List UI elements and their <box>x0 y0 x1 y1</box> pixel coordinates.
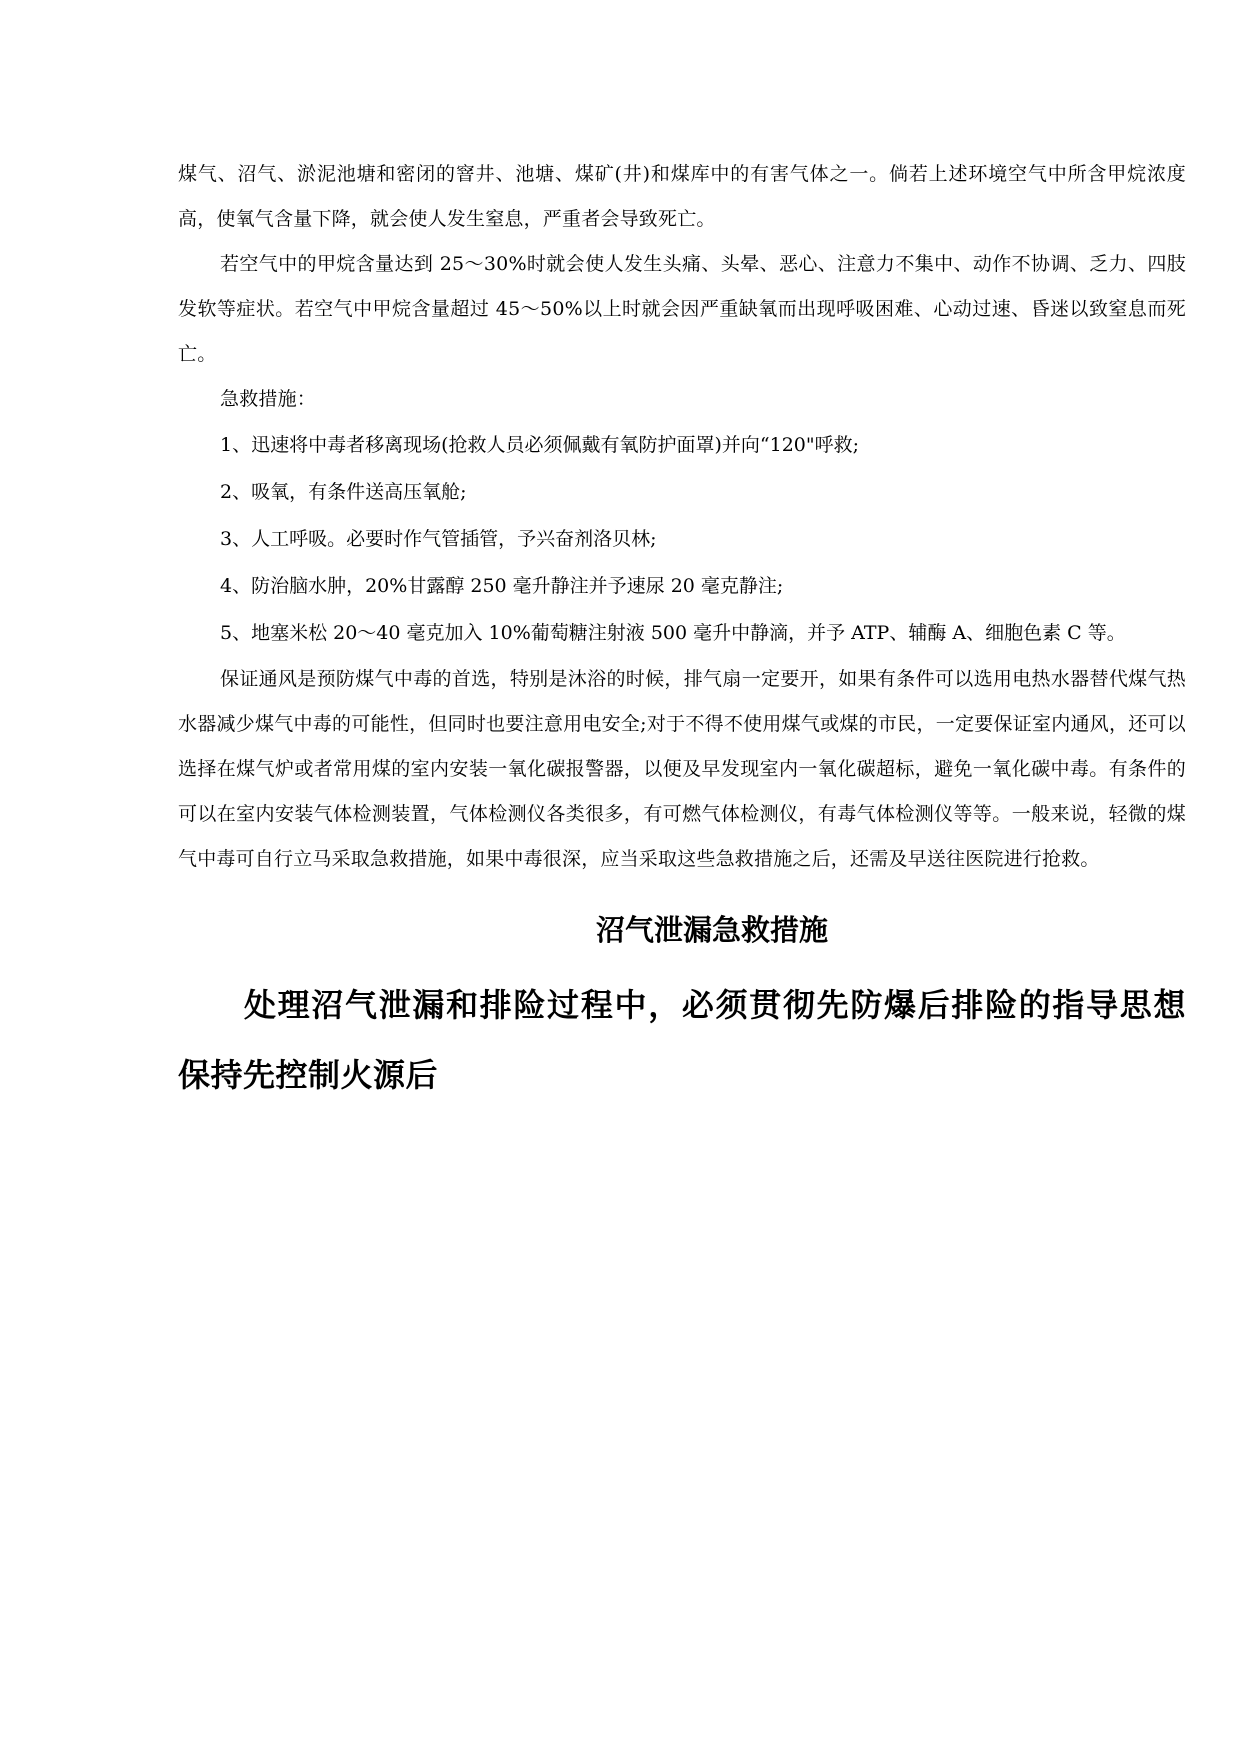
section-heading: 沼气泄漏急救措施 <box>595 913 828 947</box>
paragraph-methane-symptoms: 若空气中的甲烷含量达到 25～30%时就会使人发生头痛、头晕、恶心、注意力不集中、动作不协调、乏力、四肢发软等症状。若空气中甲烷含量超过 45～50%以上时就会因严重缺氧而出现呼吸困难、心动过速、昏迷以致窒息而死亡。 <box>178 253 1186 365</box>
list-item: 4、防治脑水肿，20%甘露醇 250 毫升静注并予速尿 20 毫克静注; <box>220 575 784 597</box>
paragraph-methane-sources: 煤气、沼气、淤泥池塘和密闭的窨井、池塘、煤矿(井)和煤库中的有害气体之一。倘若上述环境空气中所含甲烷浓度高，使氧气含量下降，就会使人发生窒息，严重者会导致死亡。 <box>178 163 1186 230</box>
paragraph-ventilation: 保证通风是预防煤气中毒的首选，特别是沐浴的时候，排气扇一定要开，如果有条件可以选用电热水器替代煤气热水器减少煤气中毒的可能性，但同时也要注意用电安全;对于不得不使用煤气或煤的市民，一定要保证室内通风，还可以选择在煤气炉或者常用煤的室内安装一氧化碳报警器，以便及早发现室内一氧化碳超标，避免一氧化碳中毒。有条件的可以在室内安装气体检测装置，气体检测仪各类很多，有可燃气体检测仪，有毒气体检测仪等等。一般来说，轻微的煤气中毒可自行立马采取急救措施，如果中毒很深，应当采取这些急救措施之后，还需及早送往医院进行抢救。 <box>178 668 1186 870</box>
list-item: 5、地塞米松 20～40 毫克加入 10%葡萄糖注射液 500 毫升中静滴，并予 ATP、辅酶 A、细胞色素 C 等。 <box>220 622 1126 644</box>
document-body <box>178 152 1186 1110</box>
first-aid-label: 急救措施： <box>220 388 317 410</box>
list-item: 1、迅速将中毒者移离现场(抢救人员必须佩戴有氧防护面罩)并向“120"呼救; <box>220 434 860 456</box>
bold-paragraph: 处理沼气泄漏和排险过程中，必须贯彻先防爆后排险的指导思想保持先控制火源后 <box>178 986 1186 1094</box>
list-item: 3、人工呼吸。必要时作气管插管，予兴奋剂洛贝林; <box>220 528 657 550</box>
list-item: 2、吸氧，有条件送高压氧舱; <box>220 481 467 503</box>
